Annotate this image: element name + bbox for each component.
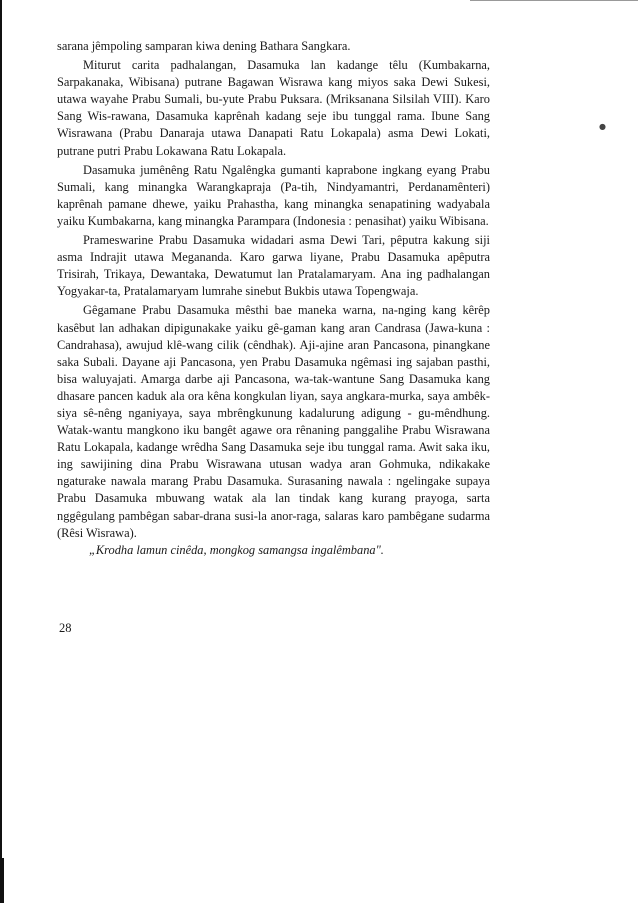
body-text	[57, 38, 490, 559]
paragraph-reign: Dasamuka jumênêng Ratu Ngalêngka gumanti kaprabone ingkang eyang Prabu Sumali, kang minangka Warangkapraja (Pa-tih, Nindyamantri, Perdanamênteri) kaprênah pamane dhewe, yaiku Prahastha, kang minangka senapatining wadyabala yaiku Kumbakarna, kang minangka Parampara (Indonesia : penasihat) yaiku Wibisana.	[57, 162, 490, 228]
page-bottom-edge-mark	[0, 858, 4, 903]
page-left-edge	[0, 0, 2, 903]
paragraph-origins: Miturut carita padhalangan, Dasamuka lan kadange têlu (Kumbakarna, Sarpakanaka, Wibisana) putrane Bagawan Wisrawa kang miyos saka Dewi Sukesi, utawa wayahe Prabu Sumali, bu-yute Prabu Puksara. (Mriksanana Silsilah VIII). Karo Sang Wis-rawana, Dasamuka kaprênah kadang seje ibu tunggal rama. Ibune Sang Wisrawana (Prabu Danaraja utawa Danapati Ratu Lokapala) asma Dewi Lokati, putrane putri Prabu Lokawana Ratu Lokapala.	[57, 58, 490, 158]
paragraph-weapons: Gêgamane Prabu Dasamuka mêsthi bae maneka warna, na-nging kang kêrêp kasêbut lan adhakan dipigunakake yaiku gê-gaman kang aran Candrasa (Jawa-kuna : Candrahasa), awujud klê-wang cilik (cêndhak). Aji-ajine aran Pancasona, pinangkane saka Subali. Dayane aji Pancasona, yen Prabu Dasamuka ngêmasi ing sajaban pasthi, bisa waluyajati. Amarga darbe aji Pancasona, wa-tak-wantune Sang Dasamuka kang dhasare pancen kaduk ala ora kêna kongkulan liyan, saya angkara-murka, saya ambêk-siya sê-nêng nganiyaya, saya mbrêngkunung kadalurung adigung - gu-mêndhung. Watak-wantu mangkono iku bangêt agawe ora rênaning panggalihe Prabu Wisrawana Ratu Lokapala, kadange wrêdha Sang Dasamuka seje ibu tunggal rama. Awit saka iku, ing sawijining dina Prabu Wisrawana utusan wadya aran Gohmuka, ndikakake ngaturake nawala marang Prabu Dasamuka. Surasaning nawala : ngelingake supaya Prabu Dasamuka mbuwang watak ala lan tindak kang kurang prayoga, sarta nggêgulang pambêgan sabar-drana susi-la anor-raga, salaras karo pambêgane sudarma (Rêsi Wisrawa).	[57, 303, 490, 540]
scan-speck: ●	[599, 122, 606, 131]
page-number: 28	[59, 621, 72, 635]
paragraph-continuation: sarana jêmpoling samparan kiwa dening Bathara Sangkara.	[57, 39, 351, 53]
paragraph-quote: „Krodha lamun cinêda, mongkog samangsa ingalêmbana".	[89, 542, 384, 557]
top-border-line	[470, 0, 638, 1]
paragraph-family: Prameswarine Prabu Dasamuka widadari asma Dewi Tari, pêputra kakung siji asma Indrajit utawa Megananda. Karo garwa liyane, Prabu Dasamuka apêputra Trisirah, Trikaya, Dewantaka, Dewatumut lan Pratalamaryam. Ana ing padhalangan Yogyakar-ta, Pratalamaryam lumrahe sinebut Bukbis utawa Topengwaja.	[57, 233, 490, 299]
